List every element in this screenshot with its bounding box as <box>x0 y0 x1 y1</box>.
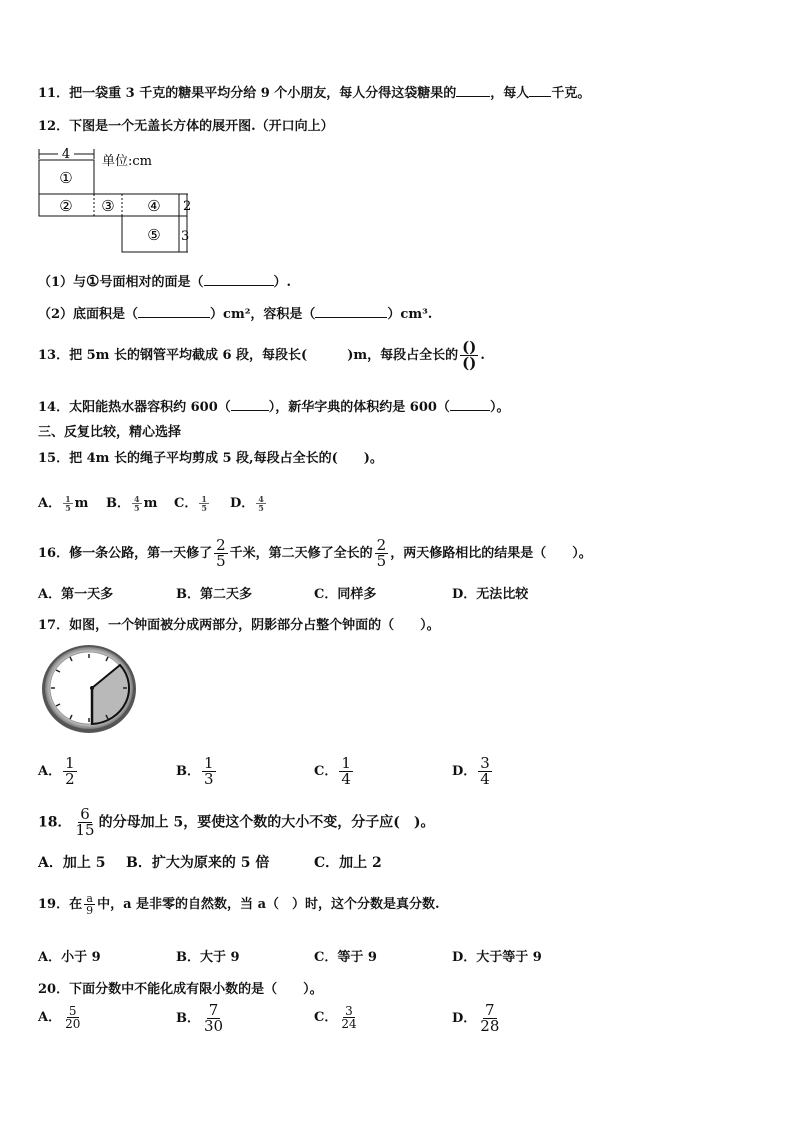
question-13: 13．把 5m 长的钢管平均截成 6 段，每段长( )m，每段占全长的 $\frac{()}{()}$ . <box>38 338 485 372</box>
question-19: 19．在 $\frac{a}{9}$ 中，a 是非零的自然数，当 a（ ）时，这个分数是真分数. <box>38 892 440 917</box>
height-label: 2 <box>183 199 192 214</box>
depth-label: 3 <box>181 229 190 244</box>
fraction: $\frac{1}{4}$ <box>341 754 351 788</box>
face-2: ② <box>59 197 73 215</box>
fraction: $\frac{6}{15}$ <box>75 805 95 839</box>
fraction: $\frac{5}{20}$ <box>65 1004 81 1031</box>
option-a[interactable]: A．小于 9 <box>38 950 101 965</box>
option-a[interactable]: A．加上 5 <box>38 855 106 871</box>
fraction: $\frac{()}{()}$ <box>462 338 477 372</box>
option-b[interactable]: B． $\frac{1}{3}$ <box>176 754 214 788</box>
option-d[interactable]: D． $\frac{3}{4}$ <box>452 754 490 788</box>
width-label: 4 <box>61 147 71 162</box>
fraction: $\frac{4}{5}$ <box>134 494 140 513</box>
question-20: 20．下面分数中不能化成有限小数的是（ ）。 <box>38 982 323 997</box>
fraction: $\frac{a}{9}$ <box>86 892 94 917</box>
face-5: ⑤ <box>147 226 161 244</box>
option-a[interactable]: A．第一天多 <box>38 587 114 602</box>
option-c[interactable]: C．等于 9 <box>314 950 377 965</box>
option-d[interactable]: D．无法比较 <box>452 587 529 602</box>
face-3: ③ <box>101 197 115 215</box>
answer-blank[interactable] <box>138 317 210 318</box>
question-12: 12．下图是一个无盖长方体的展开图.（开口向上） <box>38 119 334 134</box>
fraction: $\frac{1}{2}$ <box>65 754 75 788</box>
box-net-diagram <box>36 146 196 258</box>
unit-label: 单位:cm <box>102 154 152 169</box>
section-heading: 三、反复比较，精心选择 <box>38 425 182 440</box>
question-12-part-2: （2）底面积是（ ）cm²，容积是（ ）cm³. <box>38 307 433 322</box>
option-d[interactable]: D． $\frac{4}{5}$ <box>230 494 264 513</box>
fraction: $\frac{7}{28}$ <box>480 1001 500 1035</box>
face-4: ④ <box>147 197 161 215</box>
option-c[interactable]: C． $\frac{1}{4}$ <box>314 754 351 788</box>
question-11: 11．把一袋重 3 千克的糖果平均分给 9 个小朋友，每人分得这袋糖果的 ，每人 千克。 <box>38 86 591 101</box>
question-14: 14．太阳能热水器容积约 600（ ），新华字典的体积约是 600（ ）。 <box>38 400 510 415</box>
option-b[interactable]: B．扩大为原来的 5 倍 <box>126 855 270 871</box>
answer-blank[interactable] <box>315 317 387 318</box>
fraction: $\frac{1}{5}$ <box>201 494 207 513</box>
fraction: $\frac{1}{5}$ <box>65 494 71 513</box>
answer-blank[interactable] <box>529 96 551 97</box>
answer-blank[interactable] <box>231 410 269 411</box>
question-17: 17．如图，一个钟面被分成两部分，阴影部分占整个钟面的（ ）。 <box>38 618 440 633</box>
option-a[interactable]: A． $\frac{1}{2}$ <box>38 754 75 788</box>
fraction: $\frac{7}{30}$ <box>204 1001 224 1035</box>
option-a[interactable]: A． $\frac{5}{20}$ <box>38 1004 81 1031</box>
question-18: 18． $\frac{6}{15}$ 的分母加上 5，要使这个数的大小不变，分子应( )。 <box>38 805 435 839</box>
answer-blank[interactable] <box>450 410 490 411</box>
fraction: $\frac{2}{5}$ <box>216 536 226 570</box>
option-b[interactable]: B． $\frac{7}{30}$ <box>176 1001 224 1035</box>
circled-one-icon: ① <box>86 272 100 290</box>
option-d[interactable]: D．大于等于 9 <box>452 950 542 965</box>
fraction: $\frac{2}{5}$ <box>376 536 387 570</box>
face-1: ① <box>59 169 73 187</box>
answer-blank[interactable] <box>204 285 274 286</box>
option-c[interactable]: C．同样多 <box>314 587 377 602</box>
option-c[interactable]: C． $\frac{3}{24}$ <box>314 1004 357 1031</box>
fraction: $\frac{3}{24}$ <box>341 1004 357 1031</box>
fraction: $\frac{4}{5}$ <box>258 494 264 513</box>
option-d[interactable]: D． $\frac{7}{28}$ <box>452 1001 500 1035</box>
question-12-part-1: （1）与①号面相对的面是（ ）. <box>38 272 292 290</box>
option-b[interactable]: B．大于 9 <box>176 950 240 965</box>
question-15: 15．把 4m 长的绳子平均剪成 5 段,每段占全长的( )。 <box>38 451 383 466</box>
option-b[interactable]: B． $\frac{4}{5}$ m <box>106 494 158 513</box>
question-16: 16．修一条公路，第一天修了 $\frac{2}{5}$ 千米，第二天修了全长的 $\frac{2}{5}$ ，两天修路相比的结果是（ ）。 <box>38 536 592 570</box>
answer-blank[interactable] <box>456 96 490 97</box>
option-c[interactable]: C．加上 2 <box>314 855 382 871</box>
fraction: $\frac{1}{3}$ <box>204 754 214 788</box>
clock-face-diagram <box>40 643 140 735</box>
option-b[interactable]: B．第二天多 <box>176 587 252 602</box>
option-c[interactable]: C． $\frac{1}{5}$ <box>174 494 207 513</box>
fraction: $\frac{3}{4}$ <box>480 754 490 788</box>
option-a[interactable]: A． $\frac{1}{5}$ m <box>38 494 89 513</box>
